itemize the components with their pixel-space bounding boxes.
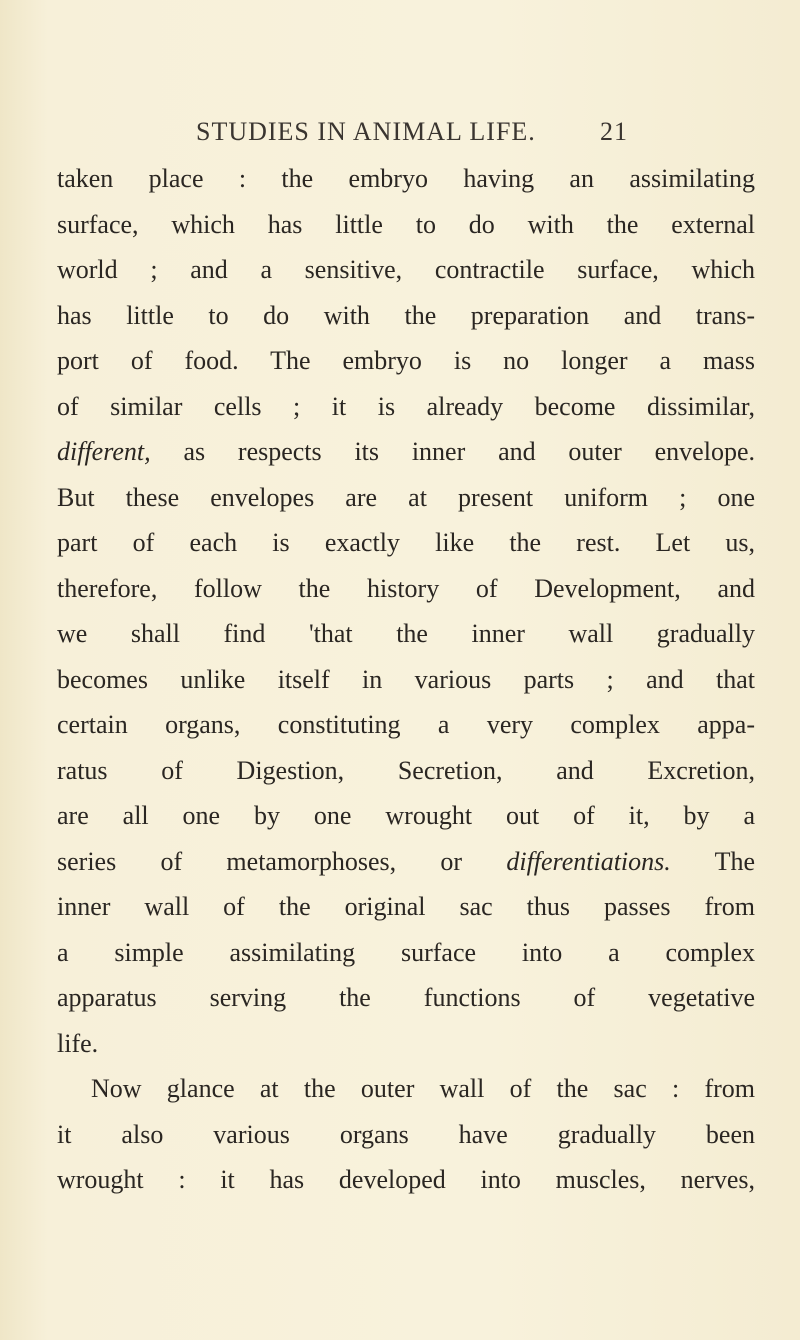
- text-line: therefore, follow the history of Development, and: [57, 573, 755, 603]
- text-line: world ; and a sensitive, contractile surface, which: [57, 255, 755, 284]
- text-line: it also various organs have gradually been: [57, 1119, 755, 1149]
- italic-word: different,: [57, 437, 151, 466]
- body-text: [57, 156, 755, 1203]
- text-line: ratus of Digestion, Secretion, and Excretion,: [57, 755, 755, 785]
- text-line: [57, 839, 755, 885]
- text-line: part of each is exactly like the rest. Let us,: [57, 528, 755, 557]
- text-line: life.: [57, 1028, 99, 1058]
- page-number: 21: [600, 117, 628, 146]
- text-run: The: [670, 846, 756, 876]
- text-line: But these envelopes are at present uniform ; one: [57, 482, 755, 512]
- text-run: as respects its inner and outer envelope.: [150, 437, 755, 466]
- text-line: [57, 429, 755, 475]
- text-line: inner wall of the original sac thus passes from: [57, 892, 755, 921]
- italic-word: differentiations.: [506, 846, 671, 876]
- text-line: certain organs, constituting a very complex appa-: [57, 710, 755, 739]
- page-header: [196, 112, 628, 152]
- text-line: becomes unlike itself in various parts ; and that: [57, 664, 755, 694]
- text-line: surface, which has little to do with the external: [57, 209, 755, 239]
- text-line: taken place : the embryo having an assimilating: [57, 164, 755, 193]
- text-line: port of food. The embryo is no longer a mass: [57, 346, 755, 375]
- text-line: of similar cells ; it is already become dissimilar,: [57, 391, 755, 421]
- text-line: we shall find 'that the inner wall gradually: [57, 619, 755, 648]
- text-line: Now glance at the outer wall of the sac : from: [91, 1074, 755, 1103]
- text-run: series of metamorphoses, or: [57, 846, 507, 876]
- text-line: a simple assimilating surface into a complex: [57, 937, 755, 967]
- text-line: apparatus serving the functions of vegetative: [57, 983, 755, 1012]
- text-line: has little to do with the preparation and trans-: [57, 300, 755, 330]
- running-head: STUDIES IN ANIMAL LIFE.: [196, 117, 536, 146]
- text-line: wrought : it has developed into muscles, nerves,: [57, 1165, 755, 1194]
- text-line: are all one by one wrought out of it, by a: [57, 801, 755, 830]
